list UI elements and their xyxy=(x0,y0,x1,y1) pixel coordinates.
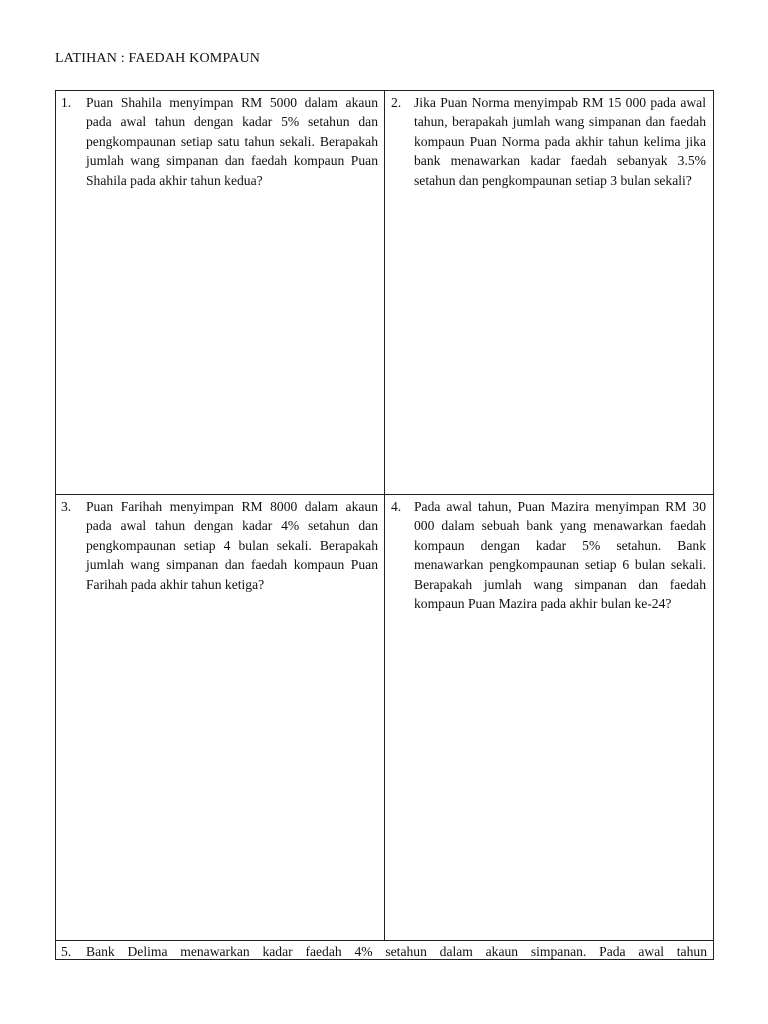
question-cell-3 xyxy=(56,495,385,940)
question-text: Puan Farihah menyimpan RM 8000 dalam akaun pada awal tahun dengan kadar 4% setahun dan pengkompaunan setiap 4 bulan sekali. Berapakah jumlah wang simpanan dan faedah kompaun Puan Farihah pada akhir tahun ketiga? xyxy=(86,499,378,592)
question-1 xyxy=(61,93,378,190)
question-text: Jika Puan Norma menyimpab RM 15 000 pada awal tahun, berapakah jumlah wang simpanan dan faedah kompaun Puan Norma pada akhir tahun kelima jika bank menawarkan kadar faedah sebanyak 3.5% setahun dan pengkompaunan setiap 3 bulan sekali? xyxy=(414,95,706,188)
question-cell-4 xyxy=(385,495,713,940)
question-cell-5 xyxy=(56,941,713,959)
question-text: Pada awal tahun, Puan Mazira menyimpan RM 30 000 dalam sebuah bank yang menawarkan faedah kompaun dengan kadar 5% setahun. Bank menawarkan pengkompaunan setiap 6 bulan sekali. Berapakah jumlah wang simpanan dan faedah kompaun Puan Mazira pada akhir bulan ke-24? xyxy=(414,499,706,612)
question-number: 1. xyxy=(61,95,72,110)
exercise-table xyxy=(55,90,714,960)
question-number: 4. xyxy=(391,499,402,514)
question-2 xyxy=(391,93,706,190)
table-row xyxy=(56,941,713,959)
table-row xyxy=(56,495,713,941)
question-text: Puan Shahila menyimpan RM 5000 dalam akaun pada awal tahun dengan kadar 5% setahun dan pengkompaunan setiap satu tahun sekali. Berapakah jumlah wang simpanan dan faedah kompaun Puan Shahila pada akhir tahun kedua? xyxy=(86,95,378,188)
question-5 xyxy=(61,942,707,961)
table-row xyxy=(56,91,713,495)
question-cell-2 xyxy=(385,91,713,494)
question-cell-1 xyxy=(56,91,385,494)
question-number: 2. xyxy=(391,95,402,110)
question-4 xyxy=(391,497,706,613)
question-number: 3. xyxy=(61,499,72,514)
page-title: LATIHAN : FAEDAH KOMPAUN xyxy=(55,51,261,66)
question-text: Bank Delima menawarkan kadar faedah 4% setahun dalam akaun simpanan. Pada awal tahun xyxy=(86,944,707,959)
question-number: 5. xyxy=(61,944,72,959)
question-3 xyxy=(61,497,378,594)
